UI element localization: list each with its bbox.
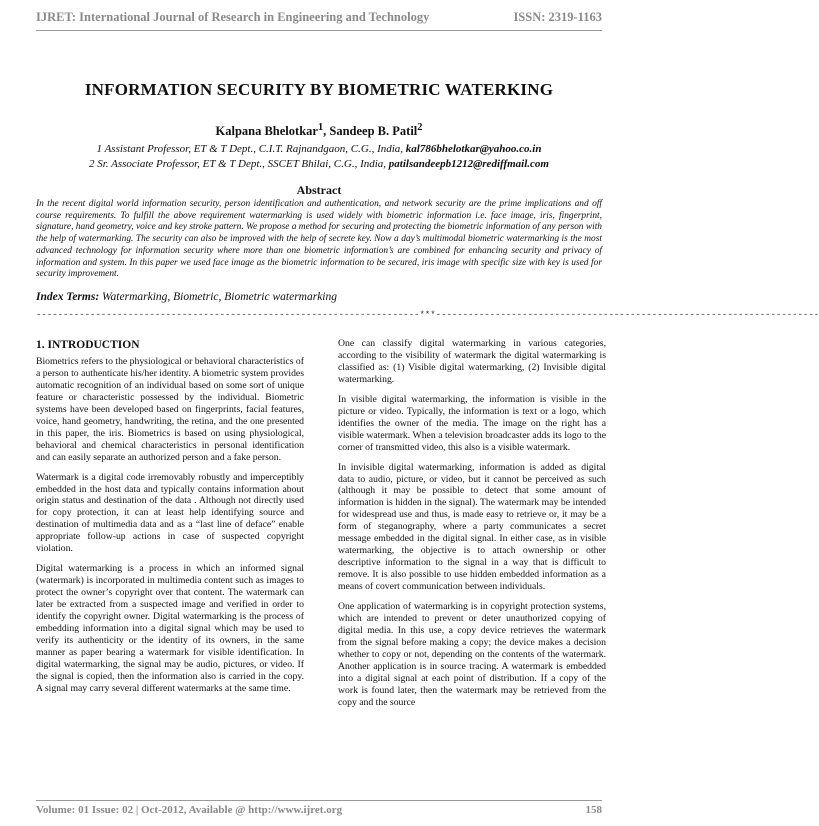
author-1-mark: 1 xyxy=(317,122,324,133)
author-line xyxy=(30,122,608,139)
paper-title: INFORMATION SECURITY BY BIOMETRIC WATERKING xyxy=(84,80,554,99)
left-paragraph-3: Digital watermarking is a process in which an informed signal (watermark) is incorporated in multimedia content such as images to protect the owner’s copyright over that content. The watermark can later be extracted from a suspected image and verified in order to identify the copyright owner. Digital watermarking is the process of embedding information into a digital signal which may be used to verify its authenticity or the identity of its owners, in the same manner as paper bearing a watermark for visible identification. In digital watermarking, the signal may be audio, pictures, or video. If the signal is copied, then the information also is carried in the copy. A signal may carry several different watermarks at the same time. xyxy=(36,563,304,694)
author-1: Kalpana Bhelotkar xyxy=(215,124,318,139)
right-column xyxy=(338,338,606,717)
affiliation-1-email[interactable]: kal786bhelotkar@yahoo.co.in xyxy=(405,143,542,155)
section-heading-introduction: 1. INTRODUCTION xyxy=(36,339,140,351)
right-paragraph-2: In visible digital watermarking, the information is visible in the picture or video. Typically, the information is text or a logo, which identifies the owner of the media. The image on the right has a visible watermark. When a television broadcaster adds its logo to the corner of transmitted video, this also is a visible watermark. xyxy=(338,393,606,453)
left-paragraph-1: Biometrics refers to the physiological or behavioral characteristics of a person to authenticate his/her identity. A biometric system provides automatic recognition of an individual based on some sort of unique feature or characteristic possessed by the individual. Biometric systems have been developed based on fingerprints, facial features, voice, hand geometry, handwriting, the retina, and the one presented in this paper, the iris. Biometrics is based on using physiological, behavioral and chemical characteristics in personal identification and can easily separate an authorized person and a fake person. xyxy=(36,356,304,463)
right-paragraph-1: One can classify digital watermarking in various categories, according to the visibility of watermark the digital watermarking is classified as: (1) Visible digital watermarking, (2) Invisible digital watermarking. xyxy=(338,338,606,385)
section-separator: -----------------------------------------------------------------------***----------------------------------------------------------------------- xyxy=(36,310,819,320)
index-terms-text: Watermarking, Biometric, Biometric watermarking xyxy=(99,291,338,303)
index-terms-label: Index Terms: xyxy=(36,291,100,303)
author-separator: , xyxy=(323,124,330,139)
author-2: Sandeep B. Patil xyxy=(329,124,418,139)
affiliation-2-text: 2 Sr. Associate Professor, ET & T Dept., SSCET Bhilai, C.G., India, xyxy=(89,158,389,170)
affiliation-1-text: 1 Assistant Professor, ET & T Dept., C.I.T. Rajnandgaon, C.G., India, xyxy=(96,143,406,155)
right-paragraph-4: One application of watermarking is in copyright protection systems, which are intended to prevent or deter unauthorized copying of digital media. In this use, a copy device retrieves the watermark from the signal before making a copy; the device makes a decision whether to copy or not, depending on the contents of the watermark. Another application is in source tracing. A watermark is embedded into a digital signal at each point of distribution. If a copy of the work is found later, then the watermark may be retrieved from the copy and the source xyxy=(338,601,606,708)
running-header xyxy=(36,10,602,31)
affiliation-2 xyxy=(30,158,608,170)
affiliation-2-email[interactable]: patilsandeepb1212@rediffmail.com xyxy=(388,158,549,170)
abstract-text: In the recent digital world information security, person identification and authentication, and network security are the prime implications and off course requirements. To fulfill the above requirement watermarking is used widely with biometric information i.e. face image, iris, fingerprint, signature, hand geometry, voice and key stroke pattern. We propose a method for securing and protecting the biometric information of any person with the help of watermarking. The security can also be improved with the help of secrete key. Now a day’s multimodal biometric watermarking is the most advanced technology for information security where more than one biometric information’s are combined for enhancing security and privacy of information and system. In this paper we used face image as the biometric information to be secured, iris image with specific size with key is used for security improvement. xyxy=(36,199,602,280)
author-2-mark: 2 xyxy=(417,122,423,133)
page-footer xyxy=(36,800,602,816)
footer-volume: Volume: 01 Issue: 02 | Oct-2012, Available @ http://www.ijret.org xyxy=(36,804,343,816)
abstract-heading: Abstract xyxy=(296,183,342,197)
right-paragraph-3: In invisible digital watermarking, information is added as digital data to audio, picture, or video, but it cannot be perceived as such (although it may be possible to detect that some amount of information is hidden in the signal). The watermark may be intended for widespread use and thus, is made easy to retrieve or, it may be a form of steganography, where a party communicates a secret message embedded in the digital signal. In either case, as in visible watermarking, the objective is to attach ownership or other descriptive information to the signal in a way that is difficult to remove. It is also possible to use hidden embedded information as a means of covert communication between individuals. xyxy=(338,461,606,593)
issn: ISSN: 2319-1163 xyxy=(513,10,602,24)
affiliation-1 xyxy=(30,143,608,155)
page-number: 158 xyxy=(585,804,602,816)
left-paragraph-2: Watermark is a digital code irremovably robustly and imperceptibly embedded in the host data and typically contains information about origin status and destination of the data . Although not directly used for copy protection, it can at least help identifying source and destination of multimedia data and as a “last line of deface” enable appropriate follow-up actions in case of suspected copyright violation. xyxy=(36,471,304,555)
index-terms xyxy=(36,291,602,303)
left-column xyxy=(36,338,304,703)
journal-name: IJRET: International Journal of Research in Engineering and Technology xyxy=(36,10,430,24)
